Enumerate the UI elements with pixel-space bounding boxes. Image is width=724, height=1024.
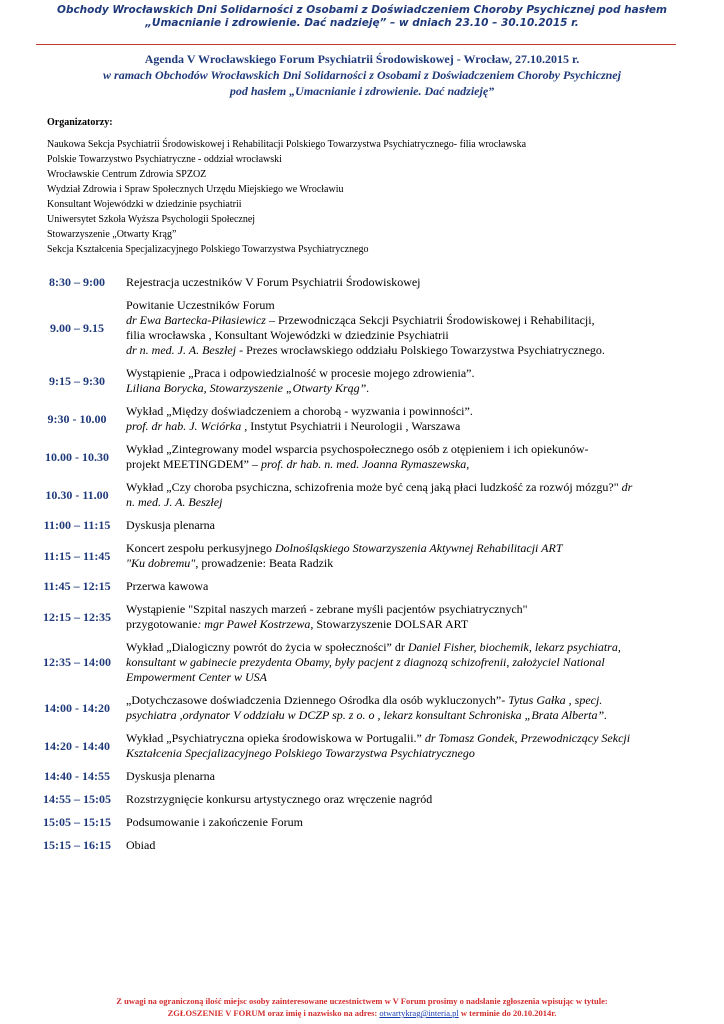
agenda-line: filia wrocławska , Konsultant Wojewódzki w dziedzinie Psychiatrii (126, 328, 449, 342)
speaker-name: Liliana Borycka, Stowarzyszenie „Otwarty Krąg”. (126, 381, 370, 395)
talk-title: „Dotychczasowe doświadczenia Dziennego Ośrodka dla osób wykluczonych”- (126, 693, 509, 707)
agenda-time: 9.00 – 9.15 (50, 320, 104, 335)
agenda-line (126, 343, 688, 358)
speaker-name: : mgr Paweł Kostrzewa, (197, 617, 314, 631)
agenda-title-line-1: Agenda V Wrocławskiego Forum Psychiatrii Środowiskowej - Wrocław, 27.10.2015 r. (144, 52, 580, 66)
performer-name: "Ku dobremu" (126, 556, 196, 570)
agenda-row (28, 404, 688, 434)
agenda-description (126, 579, 688, 594)
agenda-row (28, 731, 688, 761)
agenda-time: 8:30 – 9:00 (49, 275, 105, 289)
organizers-list (47, 137, 526, 257)
agenda-line: Przerwa kawowa (126, 579, 209, 593)
agenda-time: 12:15 – 12:35 (43, 609, 111, 624)
agenda-line: Wykład „Między doświadczeniem a chorobą - wyzwania i powinności”. (126, 404, 473, 418)
agenda-line (126, 640, 688, 655)
agenda-row (28, 366, 688, 396)
agenda-description (126, 792, 688, 807)
agenda-time: 14:20 - 14:40 (44, 738, 110, 753)
agenda-description (126, 298, 688, 358)
agenda-row (28, 541, 688, 571)
agenda-row (28, 275, 688, 290)
registration-notice-line-1: Z uwagi na ograniczoną ilość miejsc osoby zainteresowane uczestnictwem w V Forum prosimy o nadsłanie zgłoszenia wpisując w tytule: (116, 996, 608, 1006)
agenda-row (28, 640, 688, 685)
agenda-time: 10.00 - 10.30 (45, 449, 109, 464)
agenda-line: Wykład „Zintegrowany model wsparcia psychospołecznego osób z otępieniem i ich opiekunów- (126, 442, 589, 456)
header-line-1: Obchody Wrocławskich Dni Solidarności z Osobami z Doświadczeniem Choroby Psychicznej pod hasłem (57, 4, 667, 16)
agenda-title-line-2: w ramach Obchodów Wrocławskich Dni Solidarności z Osobami z Doświadczeniem Choroby Psychicznej (103, 68, 621, 82)
agenda-description (126, 640, 688, 685)
agenda-time: 14:55 – 15:05 (43, 792, 111, 806)
registration-instruction: ZGŁOSZENIE V FORUM oraz imię i nazwisko na adres: (167, 1008, 380, 1018)
page-header (0, 4, 724, 30)
agenda-line: Wystąpienie "Szpital naszych marzeń - zebrane myśli pacjentów psychiatrycznych" (126, 602, 528, 616)
agenda-description (126, 693, 688, 723)
agenda-line: Podsumowanie i zakończenie Forum (126, 815, 303, 829)
agenda-description (126, 480, 688, 510)
agenda-time: 15:15 – 16:15 (43, 838, 111, 852)
organizer-item: Polskie Towarzystwo Psychiatryczne - oddział wrocławski (47, 154, 282, 165)
agenda-description (126, 815, 688, 830)
agenda-description (126, 541, 688, 571)
talk-title: Wykład „Czy choroba psychiczna, schizofrenia może być ceną jaką płaci ludzkość za rozwój mózgu?" (126, 480, 622, 494)
agenda-line (126, 556, 688, 571)
agenda-description (126, 518, 688, 533)
agenda-row (28, 815, 688, 830)
organizer-item: Naukowa Sekcja Psychiatrii Środowiskowej i Rehabilitacji Polskiego Towarzystwa Psychiatrycznego- filia wrocławska (47, 139, 527, 150)
agenda-schedule (28, 275, 688, 861)
speaker-role: - Prezes wrocławskiego oddziału Polskiego Towarzystwa Psychiatrycznego. (236, 343, 605, 357)
agenda-line (126, 457, 688, 472)
agenda-time: 14:00 - 14:20 (44, 700, 110, 715)
agenda-description (126, 769, 688, 784)
speaker-bio: konsultant w gabinecie prezydenta Obamy, były pacjent z diagnozą schizofrenii, założyciel National (126, 655, 605, 669)
prepared-by-label: przygotowanie (126, 617, 198, 631)
organizer-item: Uniwersytet Szkoła Wyższa Psychologii Społecznej (47, 214, 256, 225)
agenda-line (126, 541, 688, 556)
agenda-title (0, 51, 724, 99)
performer-name: Dolnośląskiego Stowarzyszenia Aktywnej Rehabilitacji ART (274, 541, 563, 555)
speaker-name: prof. dr hab. J. Wciórka , (126, 419, 248, 433)
speaker-name: prof. dr hab. n. med. Joanna Rymaszewska, (260, 457, 470, 471)
speaker-name: dr (621, 480, 633, 494)
agenda-time: 15:05 – 15:15 (43, 815, 111, 829)
organizers-heading: Organizatorzy: (47, 117, 113, 128)
agenda-line: Dyskusja plenarna (126, 518, 215, 532)
agenda-row (28, 442, 688, 472)
speaker-name: n. med. J. A. Beszłej (126, 495, 223, 509)
agenda-description (126, 366, 688, 396)
organizer-item: Sekcja Kształcenia Specjalizacyjnego Polskiego Towarzystwa Psychiatrycznego (47, 244, 369, 255)
agenda-row (28, 298, 688, 358)
organizer-item: Wydział Zdrowia i Spraw Społecznych Urzędu Miejskiego we Wrocławiu (47, 184, 344, 195)
talk-title-part: projekt MEETINGDEM” – (126, 457, 261, 471)
agenda-time: 11:15 – 11:45 (43, 548, 111, 563)
agenda-line (126, 313, 688, 328)
header-divider (36, 44, 676, 45)
speaker-name: Daniel Fisher, biochemik, lekarz psychiatra, (407, 640, 621, 654)
speaker-bio: psychiatra ,ordynator V oddziału w DCZP sp. z o. o , lekarz konsultant Schroniska „Brata Alberta”. (126, 708, 608, 722)
agenda-line: Rejestracja uczestników V Forum Psychiatrii Środowiskowej (126, 275, 421, 289)
agenda-line (126, 480, 688, 495)
speaker-name: dr Ewa Bartecka-Piłasiewicz (126, 313, 266, 327)
agenda-line (126, 617, 688, 632)
registration-notice (0, 995, 724, 1019)
speaker-bio: Empowerment Center w USA (126, 670, 267, 684)
registration-notice-line-2 (0, 1007, 724, 1019)
talk-title: Wykład „Dialogiczny powrót do życia w społeczności” dr (126, 640, 408, 654)
email-link[interactable]: otwartykrag@interia.pl (379, 1008, 459, 1018)
agenda-line: Rozstrzygnięcie konkursu artystycznego oraz wręczenie nagród (126, 792, 433, 806)
speaker-affiliation: Stowarzyszenie DOLSAR ART (313, 617, 469, 631)
agenda-time: 11:00 – 11:15 (43, 518, 111, 532)
registration-deadline: w terminie do 20.10.2014r. (458, 1008, 557, 1018)
agenda-description (126, 404, 688, 434)
speaker-affiliation: Instytut Psychiatrii i Neurologii , Warszawa (247, 419, 461, 433)
agenda-time: 10.30 - 11.00 (45, 487, 109, 502)
agenda-row (28, 602, 688, 632)
agenda-description (126, 838, 688, 853)
agenda-row (28, 769, 688, 784)
agenda-line: Wystąpienie „Praca i odpowiedzialność w procesie mojego zdrowienia”. (126, 366, 475, 380)
agenda-row (28, 693, 688, 723)
agenda-description (126, 275, 688, 290)
organizer-item: Wrocławskie Centrum Zdrowia SPZOZ (47, 169, 207, 180)
agenda-description (126, 602, 688, 632)
agenda-line (126, 693, 688, 708)
agenda-line: Dyskusja plenarna (126, 769, 215, 783)
speaker-name: dr n. med. J. A. Beszłej (126, 343, 237, 357)
agenda-row (28, 792, 688, 807)
agenda-row (28, 838, 688, 853)
agenda-time: 12:35 – 14:00 (43, 655, 111, 669)
organizer-item: Stowarzyszenie „Otwarty Krąg” (47, 229, 177, 240)
header-line-2: „Umacnianie i zdrowienie. Dać nadzieję” – w dniach 23.10 – 30.10.2015 r. (145, 17, 579, 29)
agenda-title-line-3: pod hasłem „Umacnianie i zdrowienie. Dać nadzieję” (229, 84, 495, 98)
organizer-item: Konsultant Wojewódzki w dziedzinie psychiatrii (47, 199, 242, 210)
agenda-line (126, 419, 688, 434)
event-title: Koncert zespołu perkusyjnego (126, 541, 275, 555)
agenda-row (28, 518, 688, 533)
speaker-name: dr Tomasz Gondek, Przewodniczący Sekcji (424, 731, 631, 745)
agenda-row (28, 480, 688, 510)
speaker-bio: Kształcenia Specjalizacyjnego Polskiego Towarzystwa Psychiatrycznego (126, 746, 475, 760)
talk-title: Wykład „Psychiatryczna opieka środowiskowa w Portugalii.” (126, 731, 425, 745)
agenda-time: 11:45 – 12:15 (43, 579, 111, 593)
agenda-description (126, 442, 688, 472)
speaker-name: Tytus Gałka , specj. (508, 693, 603, 707)
agenda-line: Obiad (126, 838, 156, 852)
agenda-row (28, 579, 688, 594)
agenda-description (126, 731, 688, 761)
agenda-time: 9:15 – 9:30 (49, 373, 105, 388)
agenda-time: 9:30 - 10.00 (47, 411, 107, 426)
agenda-time: 14:40 - 14:55 (44, 769, 110, 783)
speaker-role: – Przewodnicząca Sekcji Psychiatrii Środowiskowej i Rehabilitacji, (265, 313, 595, 327)
host-name: , prowadzenie: Beata Radzik (195, 556, 334, 570)
agenda-line: Powitanie Uczestników Forum (126, 298, 275, 312)
agenda-line (126, 731, 688, 746)
